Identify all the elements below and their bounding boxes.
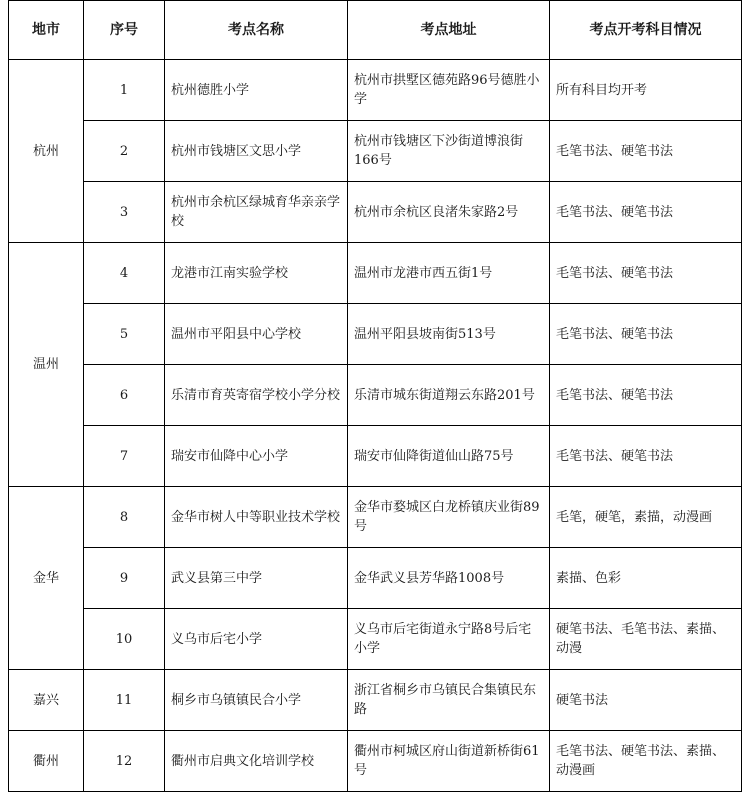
city-cell: 温州 — [9, 243, 84, 487]
site-name-cell: 金华市树人中等职业技术学校 — [165, 487, 348, 548]
city-cell: 衢州 — [9, 731, 84, 792]
number-cell: 12 — [84, 731, 165, 792]
table-row — [9, 609, 742, 670]
number-cell: 11 — [84, 670, 165, 731]
site-address-cell: 金华市婺城区白龙桥镇庆业街89号 — [348, 487, 550, 548]
table-row — [9, 670, 742, 731]
subjects-cell: 素描、色彩 — [550, 548, 742, 609]
site-name-cell: 瑞安市仙降中心小学 — [165, 426, 348, 487]
table-row — [9, 60, 742, 121]
header-city: 地市 — [9, 1, 84, 60]
site-name-cell: 杭州市余杭区绿城育华亲亲学校 — [165, 182, 348, 243]
table-header-row — [9, 1, 742, 60]
header-site-name: 考点名称 — [165, 1, 348, 60]
subjects-cell: 毛笔书法、硬笔书法 — [550, 304, 742, 365]
site-address-cell: 衢州市柯城区府山街道新桥街61号 — [348, 731, 550, 792]
number-cell: 10 — [84, 609, 165, 670]
number-cell: 3 — [84, 182, 165, 243]
subjects-cell: 毛笔书法、硬笔书法 — [550, 243, 742, 304]
site-name-cell: 义乌市后宅小学 — [165, 609, 348, 670]
subjects-cell: 毛笔书法、硬笔书法 — [550, 121, 742, 182]
site-name-cell: 杭州市钱塘区文思小学 — [165, 121, 348, 182]
number-cell: 9 — [84, 548, 165, 609]
table-row — [9, 182, 742, 243]
site-name-cell: 乐清市育英寄宿学校小学分校 — [165, 365, 348, 426]
site-address-cell: 瑞安市仙降街道仙山路75号 — [348, 426, 550, 487]
table-row — [9, 121, 742, 182]
site-address-cell: 浙江省桐乡市乌镇民合集镇民东路 — [348, 670, 550, 731]
number-cell: 5 — [84, 304, 165, 365]
site-name-cell: 杭州德胜小学 — [165, 60, 348, 121]
site-name-cell: 温州市平阳县中心学校 — [165, 304, 348, 365]
number-cell: 8 — [84, 487, 165, 548]
site-name-cell: 武义县第三中学 — [165, 548, 348, 609]
city-cell: 杭州 — [9, 60, 84, 243]
subjects-cell: 毛笔书法、硬笔书法 — [550, 365, 742, 426]
subjects-cell: 毛笔书法、硬笔书法、素描、动漫画 — [550, 731, 742, 792]
header-number: 序号 — [84, 1, 165, 60]
site-address-cell: 金华武义县芳华路1008号 — [348, 548, 550, 609]
header-site-address: 考点地址 — [348, 1, 550, 60]
city-cell: 金华 — [9, 487, 84, 670]
number-cell: 6 — [84, 365, 165, 426]
table-row — [9, 731, 742, 792]
site-address-cell: 温州市龙港市西五街1号 — [348, 243, 550, 304]
number-cell: 7 — [84, 426, 165, 487]
site-name-cell: 衢州市启典文化培训学校 — [165, 731, 348, 792]
table-row — [9, 304, 742, 365]
subjects-cell: 毛笔书法、硬笔书法 — [550, 182, 742, 243]
table-row — [9, 487, 742, 548]
number-cell: 1 — [84, 60, 165, 121]
header-subjects: 考点开考科目情况 — [550, 1, 742, 60]
site-address-cell: 杭州市余杭区良渚朱家路2号 — [348, 182, 550, 243]
subjects-cell: 硬笔书法、毛笔书法、素描、动漫 — [550, 609, 742, 670]
number-cell: 4 — [84, 243, 165, 304]
site-name-cell: 龙港市江南实验学校 — [165, 243, 348, 304]
subjects-cell: 所有科目均开考 — [550, 60, 742, 121]
site-address-cell: 乐清市城东街道翔云东路201号 — [348, 365, 550, 426]
table-row — [9, 548, 742, 609]
city-cell: 嘉兴 — [9, 670, 84, 731]
number-cell: 2 — [84, 121, 165, 182]
site-address-cell: 温州平阳县坡南街513号 — [348, 304, 550, 365]
site-address-cell: 义乌市后宅街道永宁路8号后宅小学 — [348, 609, 550, 670]
subjects-cell: 毛笔书法、硬笔书法 — [550, 426, 742, 487]
table-row — [9, 243, 742, 304]
site-name-cell: 桐乡市乌镇镇民合小学 — [165, 670, 348, 731]
site-address-cell: 杭州市拱墅区德苑路96号德胜小学 — [348, 60, 550, 121]
subjects-cell: 硬笔书法 — [550, 670, 742, 731]
exam-sites-table — [8, 0, 742, 792]
table-row — [9, 365, 742, 426]
subjects-cell: 毛笔，硬笔，素描，动漫画 — [550, 487, 742, 548]
table-row — [9, 426, 742, 487]
site-address-cell: 杭州市钱塘区下沙街道博浪街166号 — [348, 121, 550, 182]
